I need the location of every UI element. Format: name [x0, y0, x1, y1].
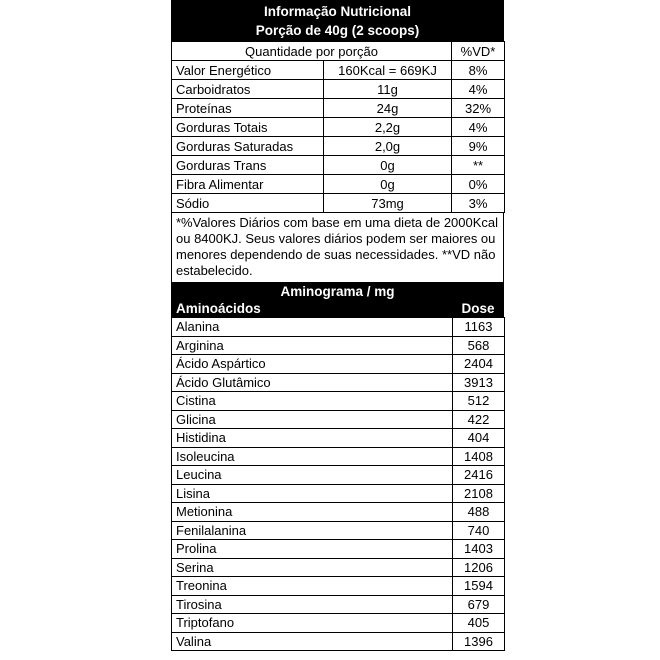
nutrient-name: Gorduras Totais	[172, 118, 324, 137]
amino-dose: 405	[453, 614, 505, 633]
nutrient-vd: 9%	[452, 137, 505, 156]
nutrition-label	[171, 0, 504, 651]
amino-name: Lisina	[172, 484, 453, 503]
amino-name: Prolina	[172, 540, 453, 559]
nutrient-vd: **	[452, 156, 505, 175]
label-title: Informação Nutricional	[171, 0, 504, 21]
aminogram-header-row	[171, 301, 504, 317]
amino-name: Valina	[172, 632, 453, 651]
aminogram-table	[171, 317, 505, 651]
amino-name: Serina	[172, 558, 453, 577]
dose-column-header: Dose	[461, 301, 495, 316]
aminogram-row	[172, 429, 505, 448]
aminogram-row	[172, 336, 505, 355]
aminogram-row	[172, 447, 505, 466]
nutrient-amount: 73mg	[324, 194, 452, 213]
nutrient-name: Sódio	[172, 194, 324, 213]
amino-dose: 2416	[453, 466, 505, 485]
aminogram-row	[172, 540, 505, 559]
aminogram-row	[172, 355, 505, 374]
nutrient-amount: 0g	[324, 175, 452, 194]
nutrient-vd: 0%	[452, 175, 505, 194]
aminogram-row	[172, 595, 505, 614]
amino-dose: 422	[453, 410, 505, 429]
amino-name: Ácido Glutâmico	[172, 373, 453, 392]
nutrition-row	[172, 194, 505, 213]
amino-name: Glicina	[172, 410, 453, 429]
nutrition-row	[172, 61, 505, 80]
nutrition-row	[172, 99, 505, 118]
aminogram-row	[172, 503, 505, 522]
nutrition-row	[172, 137, 505, 156]
amino-dose: 1396	[453, 632, 505, 651]
amino-name: Alanina	[172, 318, 453, 337]
nutrient-amount: 160Kcal = 669KJ	[324, 61, 452, 80]
aminogram-row	[172, 410, 505, 429]
amino-name: Leucina	[172, 466, 453, 485]
amino-dose: 1206	[453, 558, 505, 577]
amino-name: Triptofano	[172, 614, 453, 633]
nutrient-name: Carboidratos	[172, 80, 324, 99]
amino-dose: 568	[453, 336, 505, 355]
nutrient-vd: 4%	[452, 118, 505, 137]
aminogram-row	[172, 466, 505, 485]
portion-size: Porção de 40g (2 scoops)	[171, 21, 504, 41]
amino-name: Fenilalanina	[172, 521, 453, 540]
aminogram-row	[172, 577, 505, 596]
nutrient-name: Gorduras Trans	[172, 156, 324, 175]
amino-dose: 3913	[453, 373, 505, 392]
nutrient-vd: 32%	[452, 99, 505, 118]
nutrition-header-row	[172, 42, 505, 61]
amino-column-header: Aminoácidos	[176, 301, 261, 316]
nutrient-vd: 8%	[452, 61, 505, 80]
nutrient-name: Gorduras Saturadas	[172, 137, 324, 156]
nutrition-row	[172, 156, 505, 175]
amino-name: Cistina	[172, 392, 453, 411]
nutrient-vd: 4%	[452, 80, 505, 99]
aminogram-row	[172, 614, 505, 633]
amino-name: Metionina	[172, 503, 453, 522]
amino-name: Treonina	[172, 577, 453, 596]
footnote: *%Valores Diários com base em uma dieta de 2000Kcal ou 8400KJ. Seus valores diários podem ser maiores ou menores dependendo de suas necessidades. **VD não estabelecido.	[171, 213, 504, 283]
aminogram-row	[172, 632, 505, 651]
amino-dose: 2108	[453, 484, 505, 503]
amino-name: Histidina	[172, 429, 453, 448]
vd-header: %VD*	[452, 42, 505, 61]
amino-dose: 512	[453, 392, 505, 411]
amino-dose: 679	[453, 595, 505, 614]
amino-dose: 404	[453, 429, 505, 448]
aminogram-row	[172, 558, 505, 577]
nutrient-amount: 11g	[324, 80, 452, 99]
nutrient-name: Proteínas	[172, 99, 324, 118]
nutrition-row	[172, 175, 505, 194]
amino-dose: 1594	[453, 577, 505, 596]
amino-dose: 1403	[453, 540, 505, 559]
amino-name: Arginina	[172, 336, 453, 355]
nutrient-name: Valor Energético	[172, 61, 324, 80]
nutrient-amount: 2,2g	[324, 118, 452, 137]
aminogram-row	[172, 392, 505, 411]
aminogram-row	[172, 318, 505, 337]
nutrition-row	[172, 118, 505, 137]
quantity-header: Quantidade por porção	[172, 42, 452, 61]
aminogram-row	[172, 373, 505, 392]
nutrition-table	[171, 41, 505, 213]
amino-dose: 1408	[453, 447, 505, 466]
amino-name: Isoleucina	[172, 447, 453, 466]
amino-dose: 740	[453, 521, 505, 540]
amino-name: Ácido Aspártico	[172, 355, 453, 374]
nutrition-row	[172, 80, 505, 99]
amino-dose: 488	[453, 503, 505, 522]
aminogram-title: Aminograma / mg	[171, 283, 504, 301]
nutrient-amount: 24g	[324, 99, 452, 118]
nutrient-name: Fibra Alimentar	[172, 175, 324, 194]
aminogram-row	[172, 521, 505, 540]
amino-dose: 2404	[453, 355, 505, 374]
nutrient-amount: 0g	[324, 156, 452, 175]
amino-name: Tirosina	[172, 595, 453, 614]
aminogram-row	[172, 484, 505, 503]
nutrient-vd: 3%	[452, 194, 505, 213]
nutrient-amount: 2,0g	[324, 137, 452, 156]
amino-dose: 1163	[453, 318, 505, 337]
